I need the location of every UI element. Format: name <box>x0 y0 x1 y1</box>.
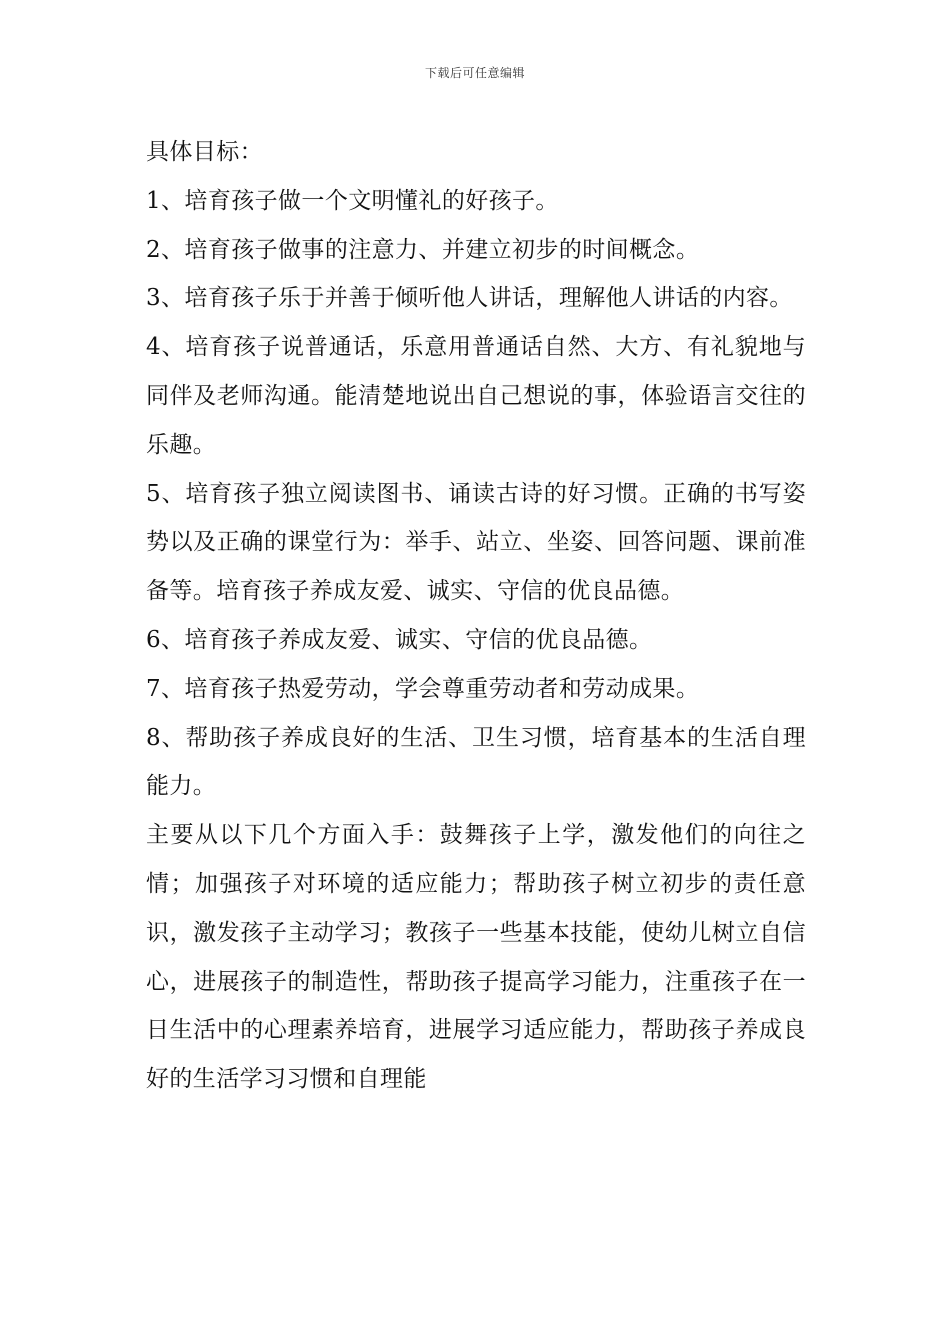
goal-item-5: 5、培育孩子独立阅读图书、诵读古诗的好习惯。正确的书写姿势以及正确的课堂行为：举手、站立、坐姿、回答问题、课前准备等。培育孩子养成友爱、诚实、守信的优良品德。 <box>146 480 806 605</box>
goal-item-7: 7、培育孩子热爱劳动，学会尊重劳动者和劳动成果。 <box>146 675 700 702</box>
page-header-note: 下载后可任意编辑 <box>424 66 525 80</box>
goal-item-8: 8、帮助孩子养成良好的生活、卫生习惯，培育基本的生活自理能力。 <box>146 724 806 800</box>
document-body <box>146 128 806 1104</box>
section-title: 具体目标： <box>146 139 263 165</box>
goal-item-6: 6、培育孩子养成友爱、诚实、守信的优良品德。 <box>146 626 653 653</box>
goal-item-4: 4、培育孩子说普通话，乐意用普通话自然、大方、有礼貌地与同伴及老师沟通。能清楚地说出自己想说的事，体验语言交往的乐趣。 <box>146 334 806 458</box>
goal-item-2: 2、培育孩子做事的注意力、并建立初步的时间概念。 <box>146 236 700 263</box>
goal-item-3: 3、培育孩子乐于并善于倾听他人讲话，理解他人讲话的内容。 <box>146 285 793 312</box>
goal-item-1: 1、培育孩子做一个文明懂礼的好孩子。 <box>146 187 559 214</box>
summary-paragraph: 主要从以下几个方面入手：鼓舞孩子上学，激发他们的向往之情；加强孩子对环境的适应能力；帮助孩子树立初步的责任意识，激发孩子主动学习；教孩子一些基本技能，使幼儿树立自信心，进展孩子的制造性，帮助孩子提高学习能力，注重孩子在一日生活中的心理素养培育，进展学习适应能力，帮助孩子养成良好的生活学习习惯和自理能 <box>146 822 806 1093</box>
